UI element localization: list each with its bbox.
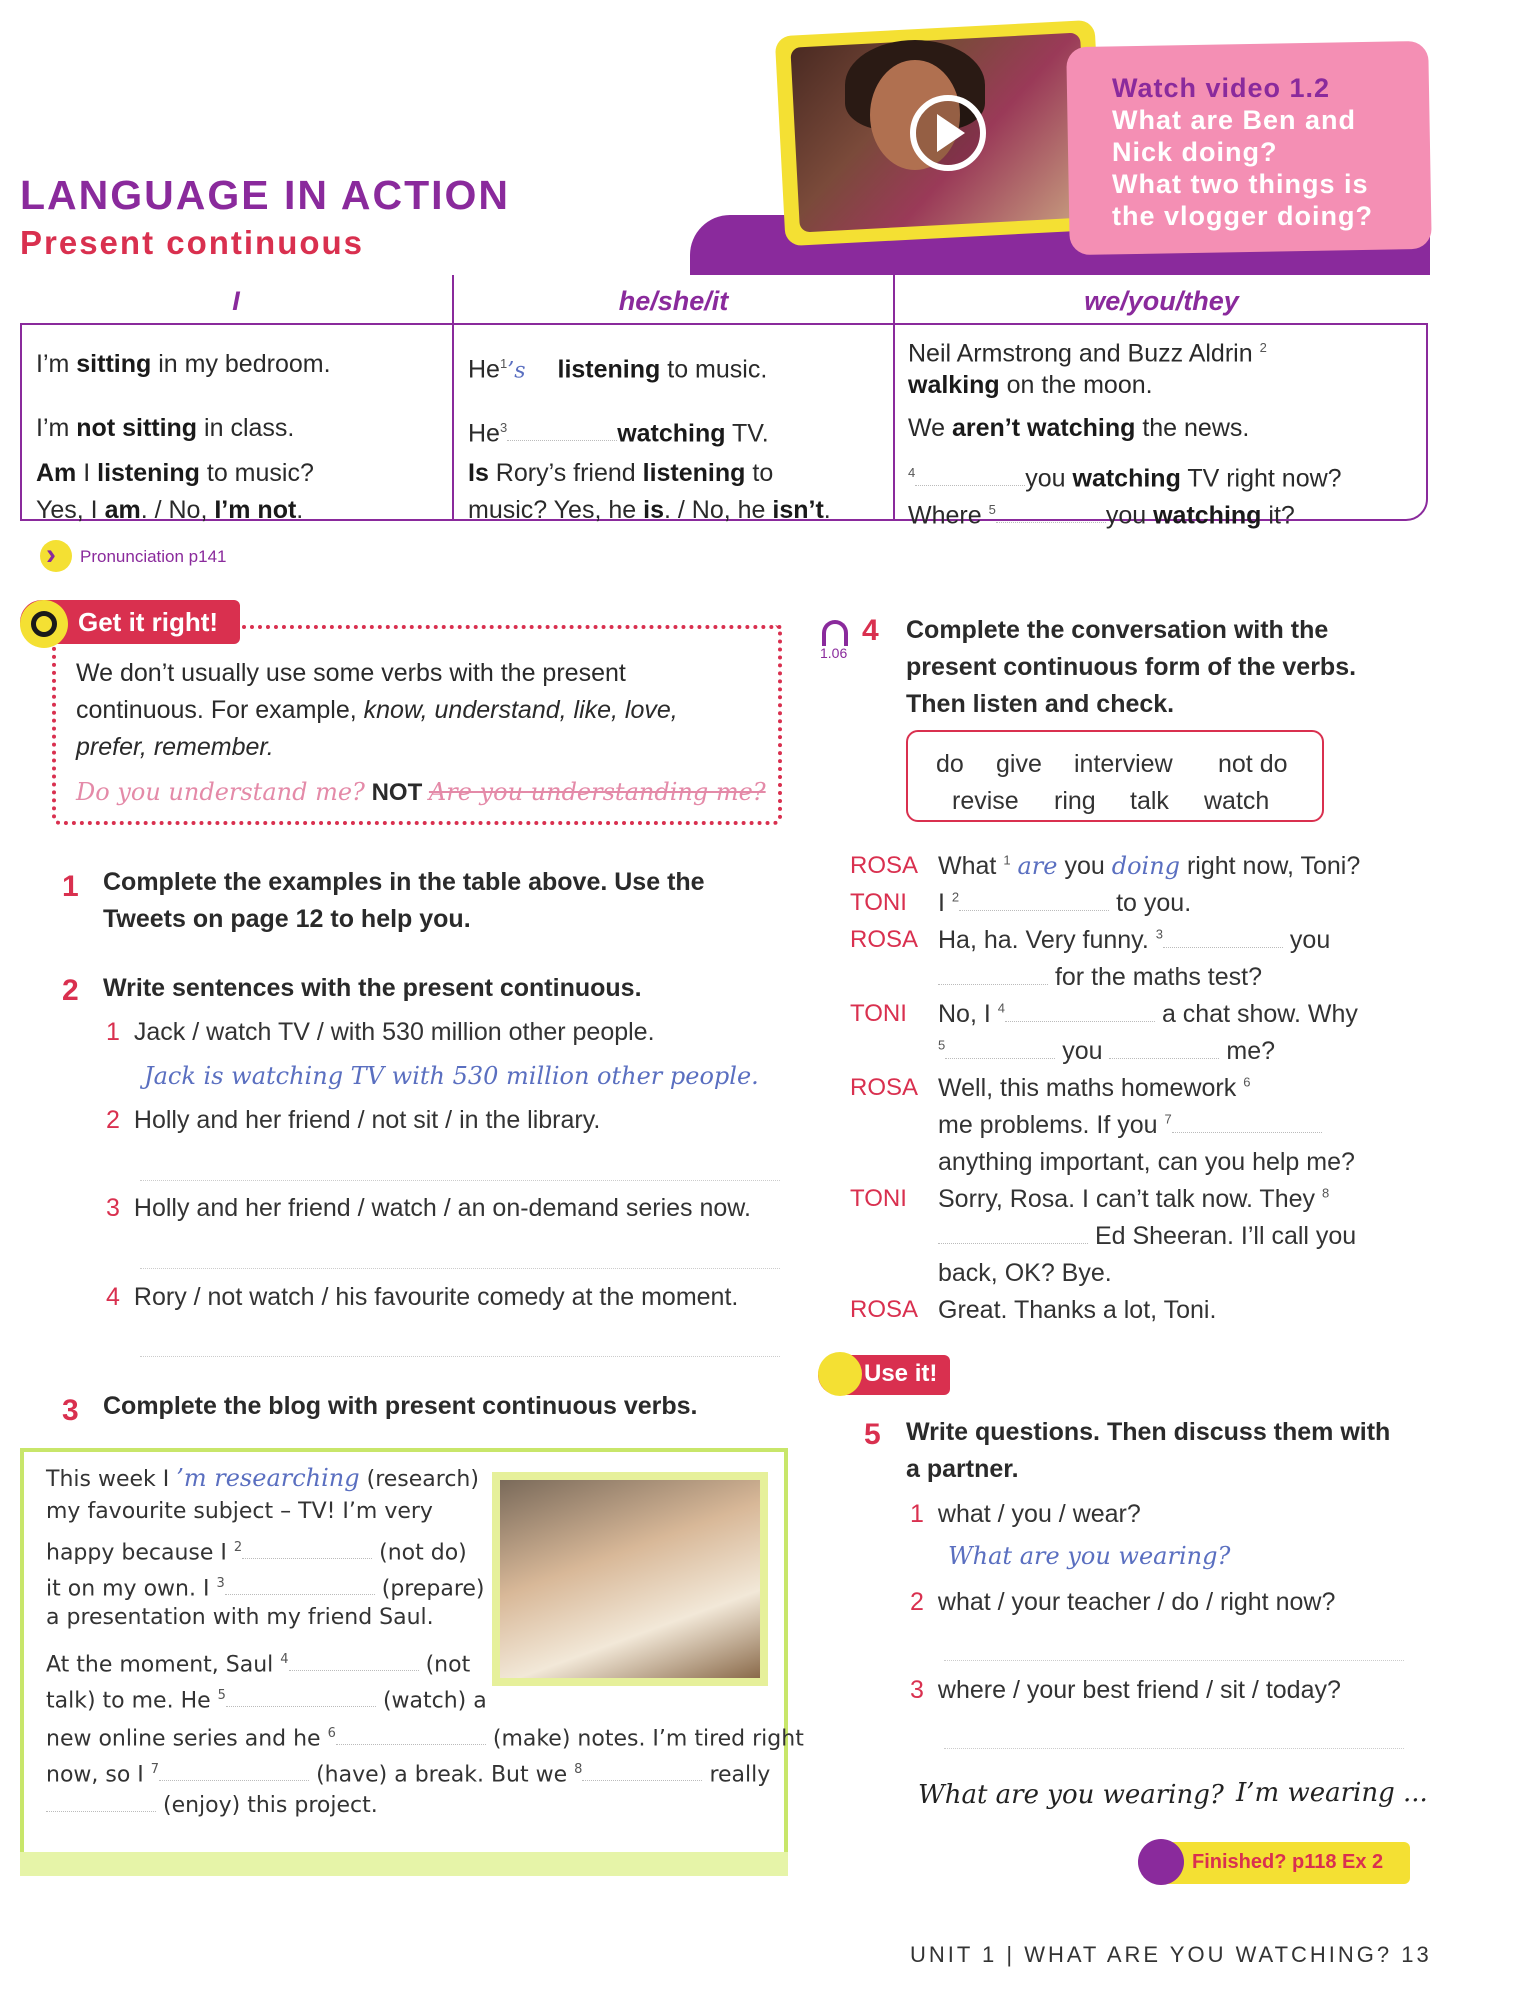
- answer-blank[interactable]: [507, 440, 617, 441]
- dialogue-line: I $^2$ to you.: [938, 889, 1192, 917]
- blog-footer-strip: [20, 1852, 788, 1876]
- table-answer: ’s: [507, 358, 526, 384]
- blog-line: (enjoy) this project.: [46, 1788, 378, 1824]
- video-line-4: What two things is: [1112, 169, 1369, 199]
- dialogue-line: for the maths test?: [938, 963, 1262, 992]
- table-header-we-you-they: we/you/they: [1084, 286, 1239, 316]
- blog-line: This week I ’m researching (research): [46, 1464, 479, 1492]
- students-photo: [500, 1480, 760, 1678]
- table-cell: Am I listening to music?: [36, 459, 314, 487]
- answer-blank[interactable]: [1005, 1021, 1155, 1022]
- speaker-label: ROSA: [850, 852, 919, 879]
- blog-line: talk) to me. He $^5$ (watch) a: [46, 1688, 487, 1714]
- answer-line[interactable]: [944, 1660, 1404, 1661]
- finished-link[interactable]: Finished? p118 Ex 2: [1192, 1851, 1384, 1873]
- dialogue-line: $^5$ you me?: [938, 1037, 1276, 1065]
- video-line-1: Watch video 1.2: [1112, 73, 1331, 103]
- example-answer: Jack is watching TV with 530 million other people.: [144, 1062, 759, 1090]
- table-cell: $^4$ you watching TV right now?: [908, 464, 1342, 493]
- word-box-item: interview: [1074, 750, 1173, 778]
- table-header-he-she-it: he/she/it: [618, 286, 729, 316]
- speaker-label: TONI: [850, 1000, 907, 1027]
- answer-blank[interactable]: [915, 485, 1025, 486]
- dialogue-line: Great. Thanks a lot, Toni.: [938, 1296, 1217, 1324]
- speaker-label: TONI: [850, 1185, 907, 1212]
- list-item: 1 Jack / watch TV / with 530 million other people.: [106, 1018, 655, 1046]
- answer-blank[interactable]: [289, 1670, 419, 1671]
- table-cell: I’m sitting in my bedroom.: [36, 350, 331, 378]
- blog-line: now, so I $^7$ (have) a break. But we $^8$ really: [46, 1762, 771, 1788]
- answer-blank[interactable]: [938, 1243, 1088, 1244]
- speaker-label: ROSA: [850, 1296, 919, 1323]
- table-cell: Where $^5$ you watching it?: [908, 501, 1295, 530]
- get-it-right-label: Get it right!: [78, 607, 219, 637]
- dialogue-line: No, I $^4$ a chat show. Why: [938, 1000, 1358, 1028]
- exercise-3-instructions: Complete the blog with present continuous verbs.: [103, 1392, 698, 1420]
- get-it-right-example: Do you understand me? NOT Are you understanding me?: [76, 778, 766, 806]
- section-title: LANGUAGE IN ACTION: [20, 172, 511, 218]
- headphones-icon[interactable]: [822, 620, 848, 646]
- answer-blank[interactable]: [336, 1744, 486, 1745]
- list-item: 2 what / your teacher / do / right now?: [910, 1588, 1336, 1616]
- speaker-label: ROSA: [850, 926, 919, 953]
- audio-track-number: 1.06: [820, 645, 848, 661]
- table-cell: Yes, I am. / No, I’m not.: [36, 496, 304, 524]
- pronunciation-link[interactable]: Pronunciation p141: [80, 547, 227, 566]
- get-it-right-text: We don’t usually use some verbs with the present continuous. For example, know, understand, like, love, prefer, remember.: [76, 659, 678, 761]
- exercise-number: 3: [62, 1394, 79, 1427]
- video-prompt-text: [1112, 72, 1432, 232]
- list-item: 3 Holly and her friend / watch / an on-demand series now.: [106, 1194, 751, 1222]
- blog-line: happy because I $^2$ (not do): [46, 1540, 467, 1566]
- answer-blank[interactable]: [1109, 1058, 1219, 1059]
- exercise-number: 4: [862, 614, 879, 647]
- dialogue-line: Ha, ha. Very funny. $^3$ you: [938, 926, 1331, 954]
- answer-line[interactable]: [140, 1356, 780, 1357]
- video-line-3: Nick doing?: [1112, 137, 1278, 167]
- speech-example-answer: I’m wearing ...: [1236, 1778, 1428, 1808]
- speaker-label: TONI: [850, 889, 907, 916]
- example-answer: What are you wearing?: [948, 1542, 1231, 1570]
- dialogue-line: back, OK? Bye.: [938, 1259, 1112, 1287]
- table-cell: I’m not sitting in class.: [36, 414, 295, 442]
- answer-blank[interactable]: [996, 522, 1106, 523]
- play-triangle-icon: [937, 114, 965, 152]
- list-item: 2 Holly and her friend / not sit / in the library.: [106, 1106, 601, 1134]
- answer-blank[interactable]: [959, 910, 1109, 911]
- exercise-1-instructions: Complete the examples in the table above. Use the Tweets on page 12 to help you.: [103, 868, 705, 933]
- exercise-number: 1: [62, 870, 79, 903]
- use-it-label: Use it!: [864, 1360, 938, 1387]
- table-header-i: I: [232, 286, 240, 316]
- dialogue-line: What $^1$ are you doing right now, Toni?: [938, 852, 1361, 880]
- arrow-circle-icon: [40, 540, 72, 572]
- video-line-5: the vlogger doing?: [1112, 201, 1373, 231]
- blog-line: new online series and he $^6$ (make) notes. I’m tired right: [46, 1726, 804, 1752]
- word-box-item: watch: [1204, 787, 1270, 815]
- blog-line: At the moment, Saul $^4$ (not: [46, 1652, 471, 1678]
- answer-line[interactable]: [944, 1748, 1404, 1749]
- answer-blank[interactable]: [582, 1780, 702, 1781]
- exercise-4-instructions: Complete the conversation with the present continuous form of the verbs. Then listen and check.: [906, 616, 1357, 718]
- section-subtitle: Present continuous: [20, 224, 365, 261]
- dialogue-line: anything important, can you help me?: [938, 1148, 1355, 1176]
- answer-line[interactable]: [140, 1268, 780, 1269]
- word-box-item: ring: [1054, 787, 1096, 815]
- table-cell: He$^1$’s listening to music.: [468, 355, 768, 384]
- word-box-item: talk: [1130, 787, 1169, 815]
- dialogue-line: Ed Sheeran. I’ll call you: [938, 1222, 1356, 1251]
- answer-blank[interactable]: [1163, 947, 1283, 948]
- chevron-right-icon: ›: [46, 538, 56, 571]
- page-footer: UNIT 1 | WHAT ARE YOU WATCHING? 13: [910, 1942, 1432, 1967]
- answer-blank[interactable]: [226, 1706, 376, 1707]
- answer-blank[interactable]: [1172, 1132, 1322, 1133]
- table-cell: He$^3$ watching TV.: [468, 419, 769, 448]
- dialogue-line: Sorry, Rosa. I can’t talk now. They $^8$: [938, 1185, 1330, 1213]
- answer-blank[interactable]: [242, 1558, 372, 1559]
- answer-blank[interactable]: [938, 984, 1048, 985]
- table-cell: Neil Armstrong and Buzz Aldrin $^2$: [908, 339, 1267, 368]
- list-item: 1 what / you / wear?: [910, 1500, 1141, 1528]
- table-cell: We aren’t watching the news.: [908, 414, 1250, 442]
- exercise-2-instructions: Write sentences with the present continuous.: [103, 974, 642, 1002]
- answer-blank[interactable]: [225, 1594, 375, 1595]
- word-box-item: not do: [1218, 750, 1288, 778]
- exercise-number: 5: [864, 1418, 881, 1451]
- word-box-item: do: [936, 750, 964, 778]
- list-item: 3 where / your best friend / sit / today?: [910, 1676, 1341, 1704]
- list-item: 4 Rory / not watch / his favourite comedy at the moment.: [106, 1283, 739, 1311]
- speech-bubble-icon: [818, 1352, 862, 1396]
- answer-blank[interactable]: [46, 1811, 156, 1812]
- answer-blank[interactable]: [159, 1780, 309, 1781]
- word-box-item: revise: [952, 787, 1019, 815]
- exercise-number: 2: [62, 974, 79, 1007]
- dialogue-line: me problems. If you $^7$: [938, 1111, 1322, 1140]
- answer-blank[interactable]: [945, 1058, 1055, 1059]
- blog-line: it on my own. I $^3$ (prepare): [46, 1576, 485, 1602]
- table-cell: walking on the moon.: [908, 371, 1153, 399]
- dialogue-line: Well, this maths homework $^6$: [938, 1074, 1251, 1102]
- speaker-label: ROSA: [850, 1074, 919, 1101]
- word-box-item: give: [996, 750, 1042, 778]
- exercise-5-instructions: Write questions. Then discuss them with a partner.: [906, 1418, 1391, 1483]
- speech-example-question: What are you wearing?: [918, 1780, 1224, 1810]
- blog-line: my favourite subject – TV! I’m very: [46, 1499, 433, 1524]
- blog-line: a presentation with my friend Saul.: [46, 1605, 434, 1630]
- video-line-2: What are Ben and: [1112, 105, 1357, 135]
- target-inner-icon: [31, 611, 57, 637]
- flag-icon: [1138, 1839, 1184, 1885]
- table-cell: music? Yes, he is. / No, he isn’t.: [468, 496, 831, 524]
- table-cell: Is Rory’s friend listening to: [468, 459, 774, 487]
- answer-line[interactable]: [140, 1180, 780, 1181]
